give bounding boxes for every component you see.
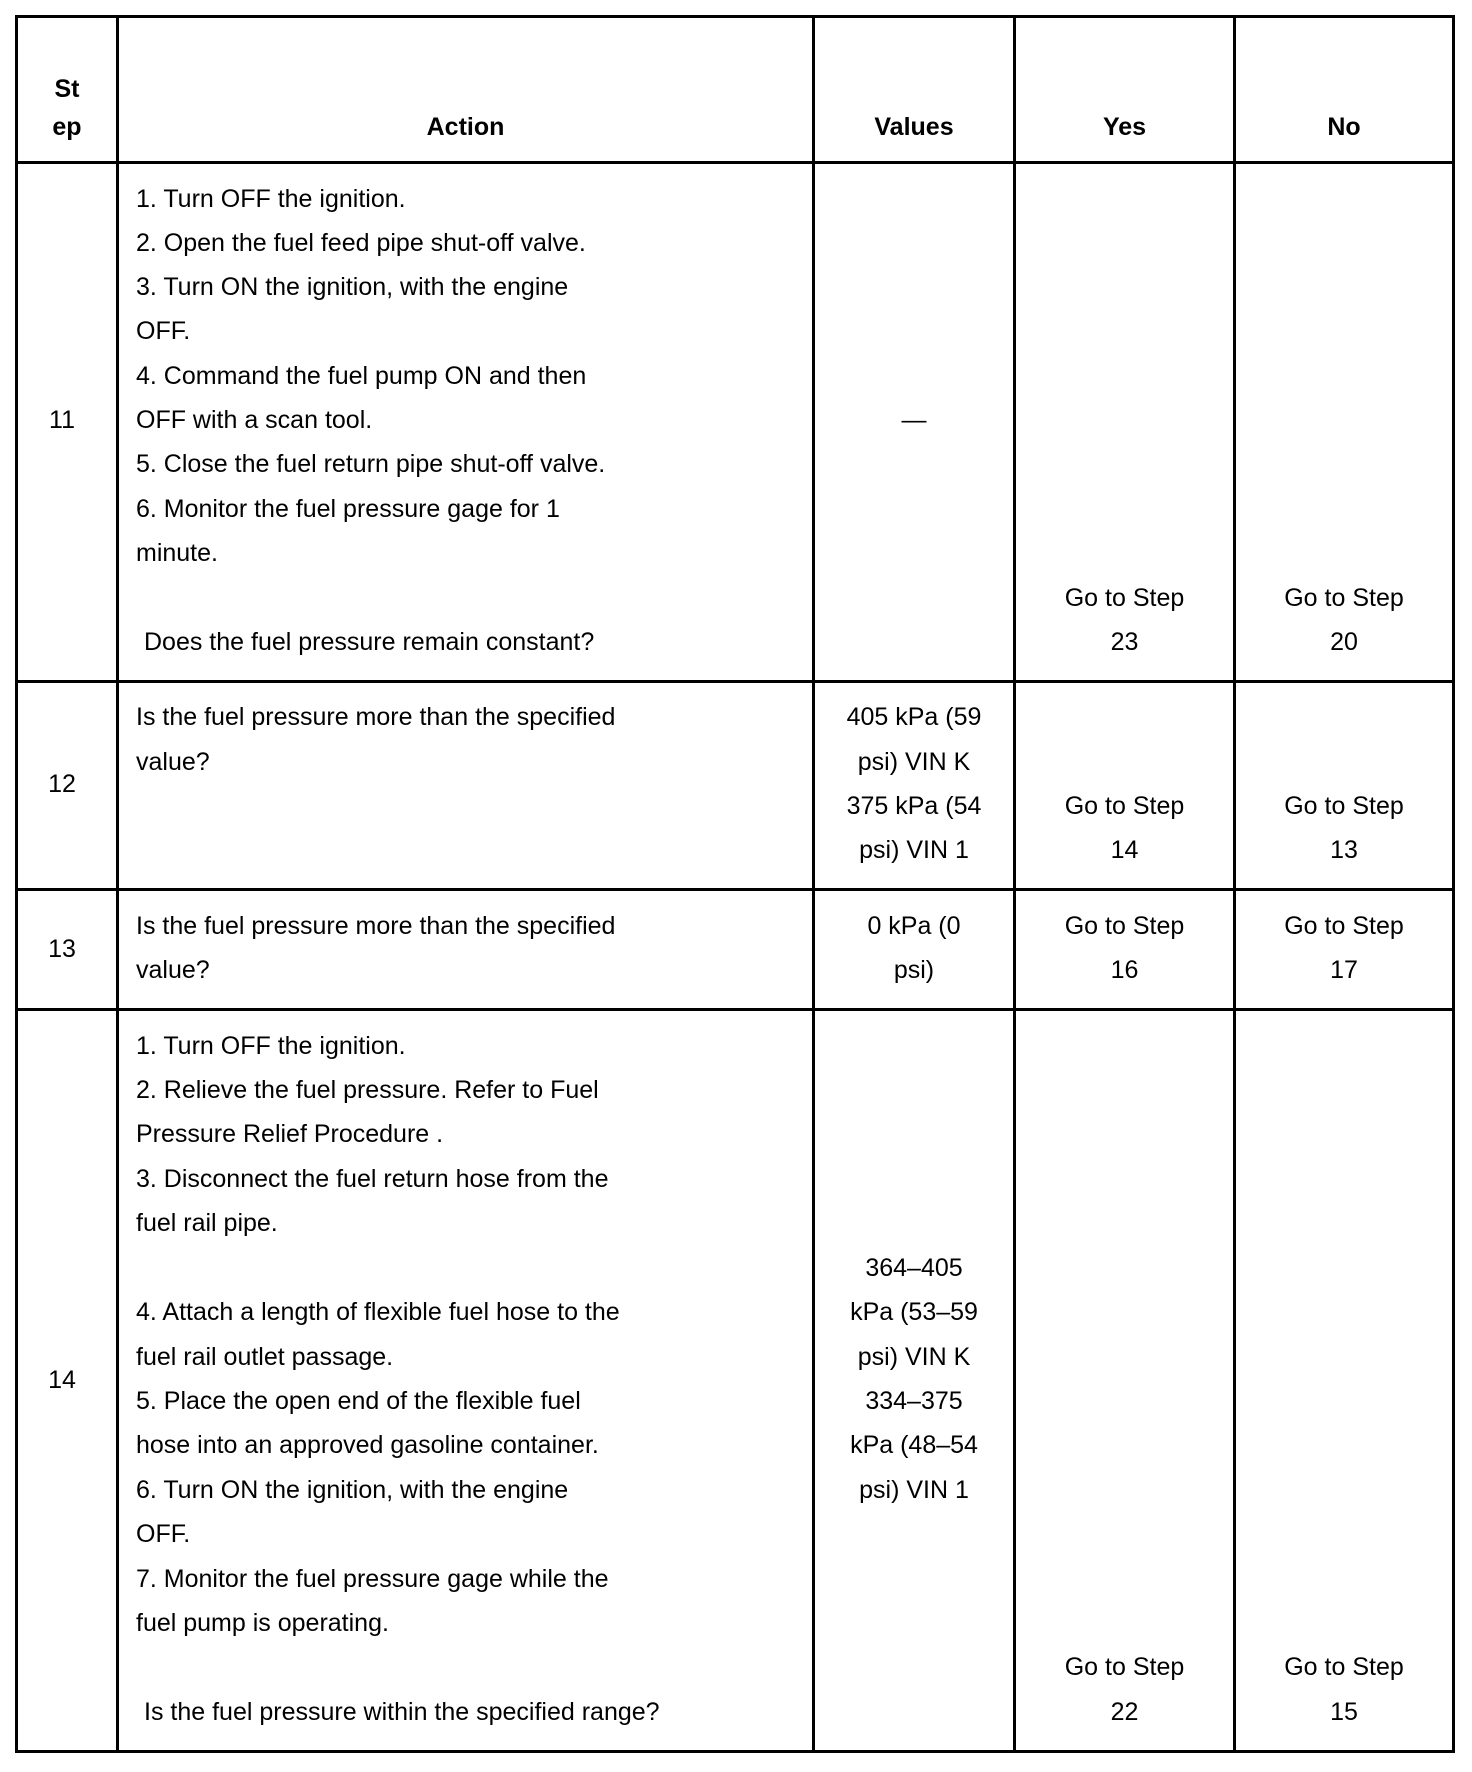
row-divider — [15, 1008, 1455, 1011]
no-go-to-step: Go to Step — [1284, 912, 1404, 940]
values-line: psi) — [893, 956, 935, 984]
action-line: Is the fuel pressure more than the specified — [136, 703, 616, 731]
yes-step-number: 22 — [1110, 1698, 1139, 1726]
action-line: OFF. — [136, 317, 191, 345]
row-divider — [15, 161, 1455, 164]
action-line: 3. Turn ON the ignition, with the engine — [136, 273, 569, 301]
action-line: fuel rail pipe. — [136, 1209, 278, 1237]
action-line: 6. Turn ON the ignition, with the engine — [136, 1476, 569, 1504]
yes-go-to-step: Go to Step — [1064, 584, 1185, 612]
action-line: OFF. — [136, 1520, 191, 1548]
values-line: psi) VIN 1 — [859, 836, 969, 864]
table-border-bottom — [15, 1750, 1455, 1753]
yes-go-to-step: Go to Step — [1064, 912, 1185, 940]
no-go-to-step: Go to Step — [1284, 584, 1404, 612]
values-line: 375 kPa (54 — [846, 792, 982, 820]
action-line: 1. Turn OFF the ignition. — [136, 1032, 406, 1060]
values-line: — — [901, 406, 927, 434]
row-divider — [15, 680, 1455, 683]
action-line: 2. Relieve the fuel pressure. Refer to Fuel — [136, 1076, 599, 1104]
action-line: 4. Attach a length of flexible fuel hose to the — [136, 1298, 620, 1326]
yes-step-number: 14 — [1110, 836, 1139, 864]
values-line: 405 kPa (59 — [846, 703, 982, 731]
action-line: Is the fuel pressure more than the specified — [136, 912, 616, 940]
action-line: value? — [136, 956, 210, 984]
step-number: 14 — [48, 1366, 76, 1394]
action-line: hose into an approved gasoline container. — [136, 1431, 599, 1459]
row-divider — [15, 888, 1455, 891]
header-step-line2: ep — [52, 113, 82, 141]
column-divider — [116, 15, 119, 1753]
header-yes: Yes — [1102, 113, 1147, 141]
no-step-number: 15 — [1330, 1698, 1358, 1726]
action-line: value? — [136, 748, 210, 776]
yes-step-number: 16 — [1110, 956, 1139, 984]
step-number: 13 — [48, 935, 76, 963]
no-step-number: 17 — [1330, 956, 1358, 984]
action-question: Does the fuel pressure remain constant? — [144, 628, 595, 656]
action-line: Pressure Relief Procedure . — [136, 1120, 444, 1148]
step-number: 11 — [49, 406, 75, 434]
yes-step-number: 23 — [1110, 628, 1139, 656]
values-line: psi) VIN K — [857, 748, 971, 776]
table-border-left — [15, 15, 18, 1753]
values-line: 364–405 — [865, 1254, 963, 1282]
action-line: minute. — [136, 539, 218, 567]
header-no: No — [1327, 113, 1361, 141]
no-go-to-step: Go to Step — [1284, 1653, 1404, 1681]
no-go-to-step: Go to Step — [1284, 792, 1404, 820]
action-line: 6. Monitor the fuel pressure gage for 1 — [136, 495, 560, 523]
table-border-top — [15, 15, 1455, 18]
action-line: fuel rail outlet passage. — [136, 1343, 394, 1371]
action-line: 3. Disconnect the fuel return hose from the — [136, 1165, 609, 1193]
action-line: 2. Open the fuel feed pipe shut-off valve. — [136, 229, 586, 257]
action-line: 7. Monitor the fuel pressure gage while the — [136, 1565, 609, 1593]
no-step-number: 13 — [1330, 836, 1358, 864]
header-action: Action — [426, 113, 505, 141]
values-line: 0 kPa (0 — [867, 912, 961, 940]
header-values: Values — [874, 113, 954, 141]
action-line: fuel pump is operating. — [136, 1609, 389, 1637]
yes-go-to-step: Go to Step — [1064, 792, 1185, 820]
action-line: 5. Place the open end of the flexible fuel — [136, 1387, 581, 1415]
values-line: 334–375 — [865, 1387, 963, 1415]
action-line: OFF with a scan tool. — [136, 406, 373, 434]
header-step-line1: St — [54, 75, 80, 103]
values-line: psi) VIN 1 — [859, 1476, 969, 1504]
no-step-number: 20 — [1330, 628, 1358, 656]
yes-go-to-step: Go to Step — [1064, 1653, 1185, 1681]
values-line: psi) VIN K — [857, 1343, 971, 1371]
values-line: kPa (53–59 — [850, 1298, 978, 1326]
step-number: 12 — [48, 770, 76, 798]
column-divider — [1233, 15, 1236, 1753]
action-line: 4. Command the fuel pump ON and then — [136, 362, 587, 390]
diagnostic-table — [15, 15, 1455, 1753]
column-divider — [1013, 15, 1016, 1753]
action-line: 5. Close the fuel return pipe shut-off valve. — [136, 450, 606, 478]
action-question: Is the fuel pressure within the specified range? — [144, 1698, 660, 1726]
action-line: 1. Turn OFF the ignition. — [136, 185, 406, 213]
values-line: kPa (48–54 — [850, 1431, 978, 1459]
table-border-right — [1452, 15, 1455, 1753]
